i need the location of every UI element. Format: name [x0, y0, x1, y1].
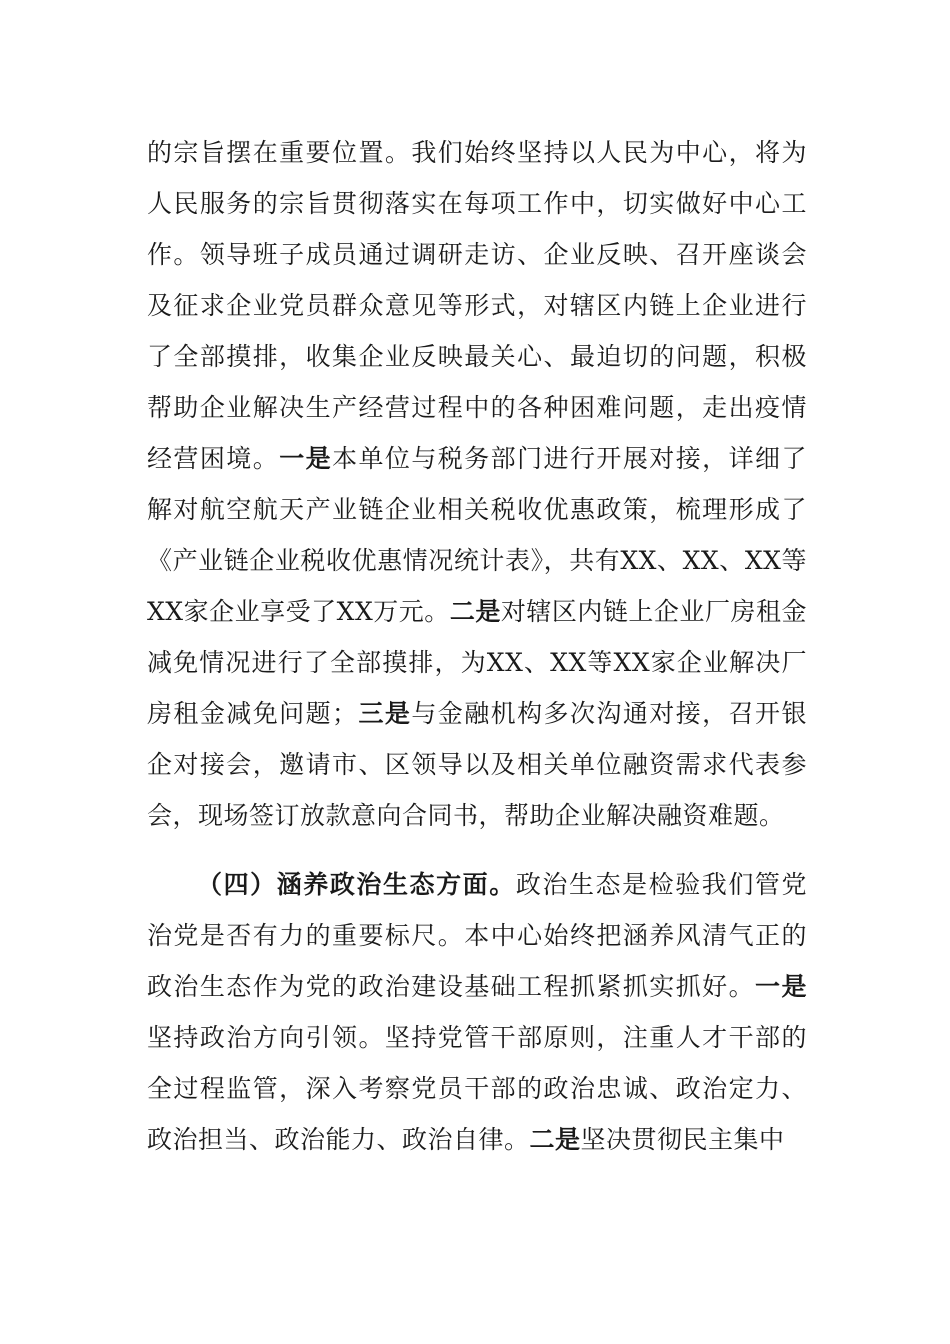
bold-marker-second: 二是: [529, 1125, 581, 1154]
paragraph-text: 政治生态是检验我们管党治党是否有力的重要标尺。本中心始终把涵养风清气正的政治生态作为党的政治建设基础工程抓紧抓实抓好。: [147, 870, 807, 1001]
paragraph-text: 本单位与税务部门进行开展对接，详细了解对航空航天产业链企业相关税收优惠政策，梳理形成了《产业链企业税收优惠情况统计表》，共有XX、XX、XX等XX家企业享受了XX万元。: [147, 444, 807, 626]
paragraph-text: 与金融机构多次沟通对接，召开银企对接会，邀请市、区领导以及相关单位融资需求代表参会，现场签订放款意向合同书，帮助企业解决融资难题。: [147, 699, 807, 830]
paragraph-text: 坚决贯彻民主集中: [580, 1125, 785, 1154]
paragraph-political-ecology: [147, 859, 807, 1165]
bold-marker-first: 一是: [755, 972, 807, 1001]
bold-marker-third: 三是: [357, 699, 412, 728]
paragraph-text: 对辖区内链上企业厂房租金减免情况进行了全部摸排，为XX、XX等XX家企业解决厂房租金减免问题；: [147, 597, 807, 728]
bold-marker-first: 一是: [279, 444, 333, 473]
paragraph-text: 坚持政治方向引领。坚持党管干部原则，注重人才干部的全过程监管，深入考察党员干部的政治忠诚、政治定力、政治担当、政治能力、政治自律。: [147, 1023, 807, 1154]
paragraph-service-work: [147, 127, 807, 841]
bold-marker-second: 二是: [449, 597, 501, 626]
paragraph-text: 的宗旨摆在重要位置。我们始终坚持以人民为中心，将为人民服务的宗旨贯彻落实在每项工作中，切实做好中心工作。领导班子成员通过调研走访、企业反映、召开座谈会及征求企业党员群众意见等形式，对辖区内链上企业进行了全部摸排，收集企业反映最关心、最迫切的问题，积极帮助企业解决生产经营过程中的各种困难问题，走出疫情经营困境。: [147, 138, 807, 473]
section-heading: （四）涵养政治生态方面。: [197, 870, 516, 899]
